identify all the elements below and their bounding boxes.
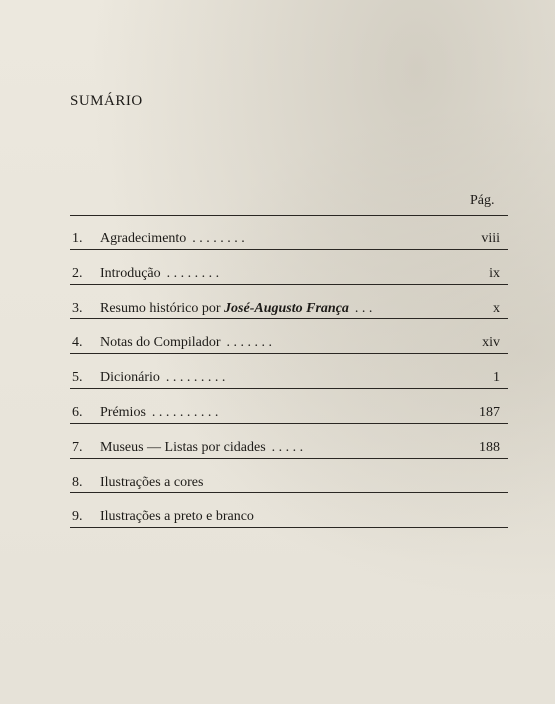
entry-label: Resumo histórico por José-Augusto França . . . bbox=[100, 300, 373, 316]
toc-entry[interactable] bbox=[70, 215, 508, 250]
entry-label: Museus — Listas por cidades . . . . . bbox=[100, 439, 304, 455]
entry-page: 188 bbox=[479, 439, 500, 455]
table-of-contents bbox=[70, 215, 508, 528]
entry-label: Introdução . . . . . . . . bbox=[100, 265, 220, 281]
entry-page: xiv bbox=[482, 335, 500, 351]
entry-label: Prémios . . . . . . . . . . bbox=[100, 404, 219, 420]
entry-label: Agradecimento . . . . . . . . bbox=[100, 231, 245, 246]
entry-number: 5. bbox=[72, 370, 83, 386]
dot-leader: . . . . . . . . bbox=[166, 265, 220, 281]
toc-entry[interactable] bbox=[70, 250, 508, 285]
entry-page: x bbox=[493, 300, 500, 316]
entry-number: 8. bbox=[72, 474, 83, 490]
toc-entry[interactable] bbox=[70, 459, 508, 494]
dot-leader: . . . bbox=[354, 300, 373, 316]
page-column-header: Pág. bbox=[470, 193, 495, 208]
entry-page: 187 bbox=[479, 404, 500, 420]
entry-label: Dicionário . . . . . . . . . bbox=[100, 370, 226, 386]
entry-number: 9. bbox=[72, 509, 83, 525]
page-title: SUMÁRIO bbox=[70, 93, 143, 109]
entry-number: 4. bbox=[72, 335, 83, 351]
dot-leader: . . . . . . . . . . bbox=[151, 404, 219, 420]
entry-number: 1. bbox=[72, 231, 83, 246]
dot-leader: . . . . . . . . bbox=[192, 231, 245, 246]
bleed-through-text bbox=[140, 0, 555, 70]
entry-number: 3. bbox=[72, 300, 83, 316]
toc-entry[interactable] bbox=[70, 424, 508, 459]
entry-number: 2. bbox=[72, 265, 83, 281]
entry-label: Notas do Compilador . . . . . . . bbox=[100, 335, 273, 351]
dot-leader: . . . . . . . . . bbox=[165, 370, 226, 386]
toc-entry[interactable] bbox=[70, 285, 508, 320]
toc-entry[interactable] bbox=[70, 389, 508, 424]
entry-number: 7. bbox=[72, 439, 83, 455]
entry-label: Ilustrações a cores bbox=[100, 474, 204, 490]
entry-number: 6. bbox=[72, 404, 83, 420]
toc-entry[interactable] bbox=[70, 319, 508, 354]
entry-author: José-Augusto França bbox=[224, 300, 349, 316]
entry-page: ix bbox=[489, 265, 500, 281]
entry-page: viii bbox=[481, 231, 500, 246]
dot-leader: . . . . . . . bbox=[226, 335, 273, 351]
entry-page: 1 bbox=[493, 370, 500, 386]
dot-leader: . . . . . bbox=[271, 439, 304, 455]
entry-label: Ilustrações a preto e branco bbox=[100, 509, 254, 525]
toc-entry[interactable] bbox=[70, 354, 508, 389]
toc-entry[interactable] bbox=[70, 493, 508, 528]
